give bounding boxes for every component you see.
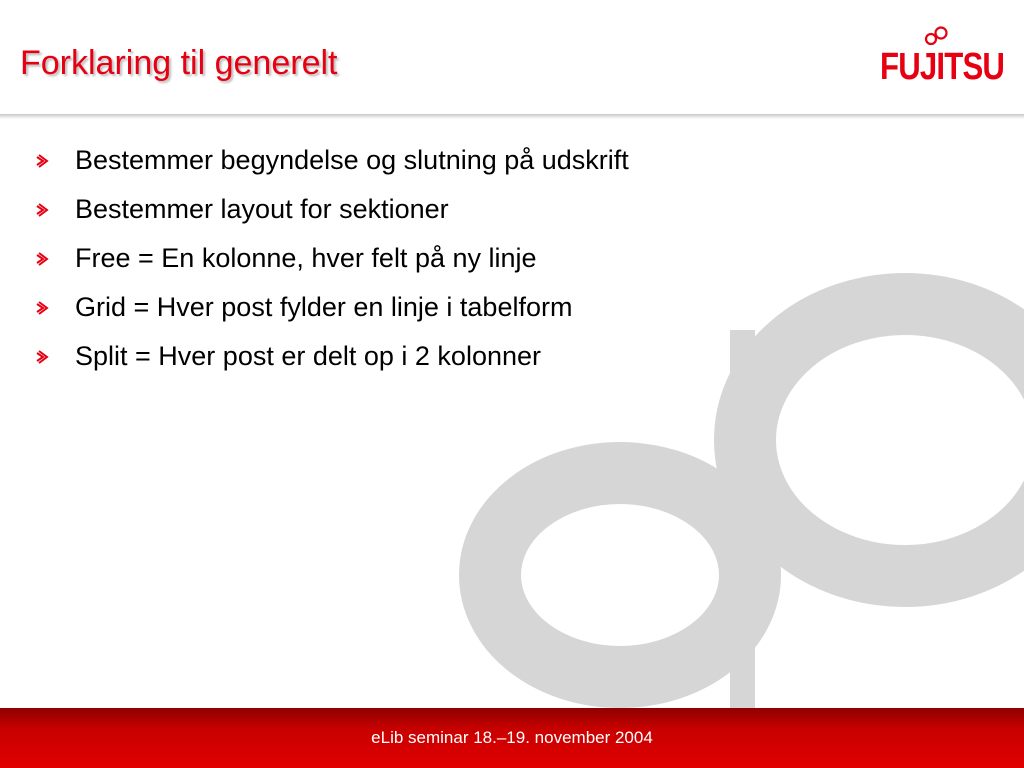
list-item bbox=[0, 185, 1024, 234]
arrowhead-bullet-icon bbox=[36, 283, 50, 332]
list-item bbox=[0, 332, 1024, 381]
arrowhead-bullet-icon bbox=[36, 136, 50, 185]
arrowhead-bullet-icon bbox=[36, 185, 50, 234]
slide-footer bbox=[0, 708, 1024, 768]
bullet-text: Free = En kolonne, hver felt på ny linje bbox=[75, 243, 537, 273]
bullet-text: Bestemmer layout for sektioner bbox=[75, 194, 449, 224]
footer-text: eLib seminar 18.–19. november 2004 bbox=[371, 728, 653, 747]
bullet-list bbox=[0, 136, 1024, 381]
arrowhead-bullet-icon bbox=[36, 332, 50, 381]
arrowhead-bullet-icon bbox=[36, 234, 50, 283]
bullet-text: Grid = Hver post fylder en linje i tabelform bbox=[75, 292, 573, 322]
fujitsu-logo bbox=[880, 26, 1010, 90]
slide-title: Forklaring til generelt bbox=[20, 44, 338, 82]
list-item bbox=[0, 234, 1024, 283]
slide-header bbox=[0, 0, 1024, 118]
bullet-text: Bestemmer begyndelse og slutning på udskrift bbox=[75, 145, 629, 175]
bullet-text: Split = Hver post er delt op i 2 kolonner bbox=[75, 341, 542, 371]
header-divider bbox=[0, 114, 1024, 119]
infinity-logo-mark-icon bbox=[924, 26, 950, 48]
list-item bbox=[0, 136, 1024, 185]
list-item bbox=[0, 283, 1024, 332]
logo-wordmark: FUJITSU bbox=[880, 46, 1005, 88]
